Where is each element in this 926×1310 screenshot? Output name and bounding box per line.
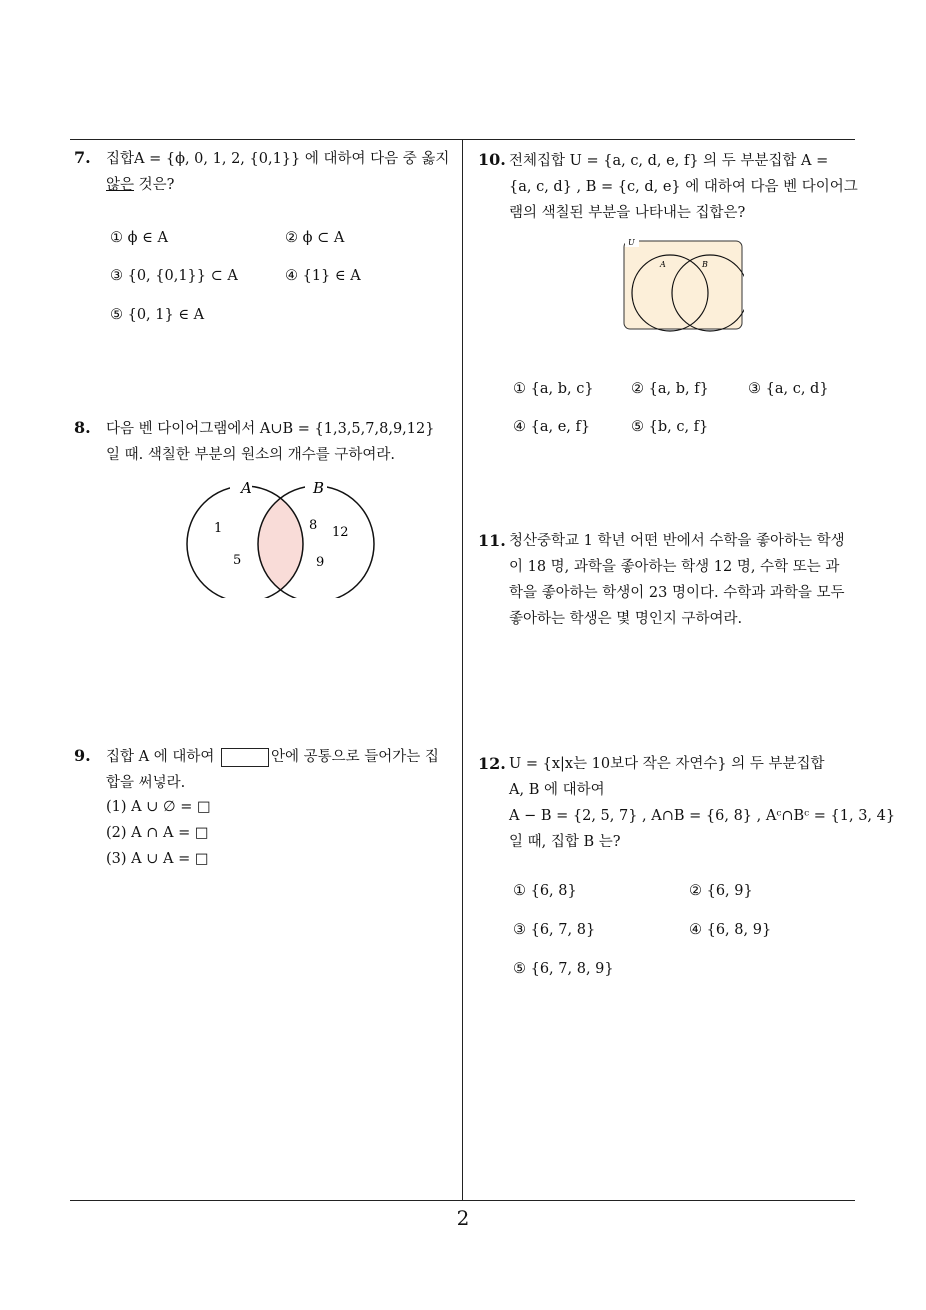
q12-line-2: A, B 에 대하여: [509, 782, 605, 798]
q12-choice-1[interactable]: ① {6, 8}: [513, 883, 577, 899]
q7-choice-1[interactable]: ① ϕ ∈ A: [110, 230, 168, 246]
page-number: 2: [456, 1206, 470, 1230]
q8-number: 8.: [74, 418, 91, 437]
q10-line-1: 전체집합 U = {a, c, d, e, f} 의 두 부분집합 A =: [509, 153, 829, 169]
q9-line-2: 합을 써넣라.: [106, 775, 186, 791]
q7-choice-4[interactable]: ④ {1} ∈ A: [285, 268, 361, 284]
q10-venn-label-a: A: [660, 260, 666, 269]
q11-number: 11.: [478, 531, 506, 550]
q11-line-2: 이 18 명, 과학을 좋아하는 학생 12 명, 수학 또는 과: [509, 559, 840, 575]
q12-choice-3[interactable]: ③ {6, 7, 8}: [513, 922, 596, 938]
q9-number: 9.: [74, 746, 91, 765]
q11-line-1: 청산중학교 1 학년 어떤 반에서 수학을 좋아하는 학생: [509, 533, 845, 549]
q8-venn-diagram: [184, 474, 384, 598]
q8-venn-label-b: B: [313, 479, 325, 497]
q7-choice-3[interactable]: ③ {0, {0,1}} ⊂ A: [110, 268, 238, 284]
q9-item-1: (1) A ∪ ∅ = □: [106, 799, 211, 815]
q8-venn-value: 5: [233, 553, 242, 568]
q9-line-1: [106, 744, 456, 770]
q7-number: 7.: [74, 148, 91, 167]
q10-line-2: {a, c, d} , B = {c, d, e} 에 대하여 다음 벤 다이어그: [509, 179, 858, 195]
q8-venn-value: 9: [316, 555, 325, 570]
q10-line-3: 램의 색칠된 부분을 나타내는 집합은?: [509, 205, 746, 221]
q12-text: [509, 751, 896, 855]
q12-line-1: U = {x|x는 10보다 작은 자연수} 의 두 부분집합: [509, 756, 825, 772]
q8-venn-value: 8: [309, 518, 318, 533]
q9-item-3: (3) A ∪ A = □: [106, 851, 209, 867]
q10-venn-diagram: [622, 236, 744, 332]
q12-choice-2[interactable]: ② {6, 9}: [689, 883, 753, 899]
bottom-rule: [70, 1200, 855, 1201]
q12-line-3: A − B = {2, 5, 7} , A∩B = {6, 8} , Aᶜ∩Bᶜ = {1, 3, 4}: [509, 808, 896, 824]
q9-line-1a: 집합 A 에 대하여: [106, 749, 215, 765]
q10-number: 10.: [478, 150, 506, 169]
q10-choice-2[interactable]: ② {a, b, f}: [631, 381, 709, 397]
q10-choice-4[interactable]: ④ {a, e, f}: [513, 419, 591, 435]
q7-choice-5[interactable]: ⑤ {0, 1} ∈ A: [110, 307, 205, 323]
q7-text: [106, 146, 456, 198]
q11-text: [509, 528, 861, 632]
q7-line-1: 집합A = {ϕ, 0, 1, 2, {0,1}} 에 대하여 다음 중 옳지: [106, 151, 450, 167]
q10-choice-3[interactable]: ③ {a, c, d}: [748, 381, 829, 397]
q12-choice-4[interactable]: ④ {6, 8, 9}: [689, 922, 772, 938]
q8-line-1: 다음 벤 다이어그램에서 A∪B = {1,3,5,7,8,9,12}: [106, 421, 435, 437]
q8-venn-value: 12: [332, 525, 349, 540]
q9-line-1b: 안에 공통으로 들어가는 집: [270, 749, 439, 765]
q12-choice-5[interactable]: ⑤ {6, 7, 8, 9}: [513, 961, 614, 977]
q9-blank-box: [221, 748, 269, 767]
q10-venn-universe: [624, 241, 742, 329]
q7-line-2-rest: 것은?: [134, 177, 175, 193]
q11-line-4: 좋아하는 학생은 몇 명인지 구하여라.: [509, 611, 743, 627]
q8-venn-value: 1: [214, 521, 223, 536]
q11-line-3: 학을 좋아하는 학생이 23 명이다. 수학과 과학을 모두: [509, 585, 845, 601]
q10-venn-label-u: U: [628, 238, 635, 247]
column-divider: [462, 139, 463, 1201]
q8-text: [106, 416, 456, 468]
q10-venn-label-b: B: [702, 260, 708, 269]
q12-line-4: 일 때, 집합 B 는?: [509, 834, 621, 850]
q10-choice-1[interactable]: ① {a, b, c}: [513, 381, 594, 397]
q7-choice-2[interactable]: ② ϕ ⊂ A: [285, 230, 345, 246]
q10-text: [509, 148, 859, 226]
q8-venn-label-a: A: [241, 479, 252, 497]
q9-text: [106, 744, 456, 796]
q12-number: 12.: [478, 754, 506, 773]
q9-item-2: (2) A ∩ A = □: [106, 825, 209, 841]
q10-choice-5[interactable]: ⑤ {b, c, f}: [631, 419, 709, 435]
q7-line-2: [106, 172, 456, 198]
q8-line-2: 일 때. 색칠한 부분의 원소의 개수를 구하여라.: [106, 447, 395, 463]
q7-underlined-word: 않은: [106, 177, 135, 193]
